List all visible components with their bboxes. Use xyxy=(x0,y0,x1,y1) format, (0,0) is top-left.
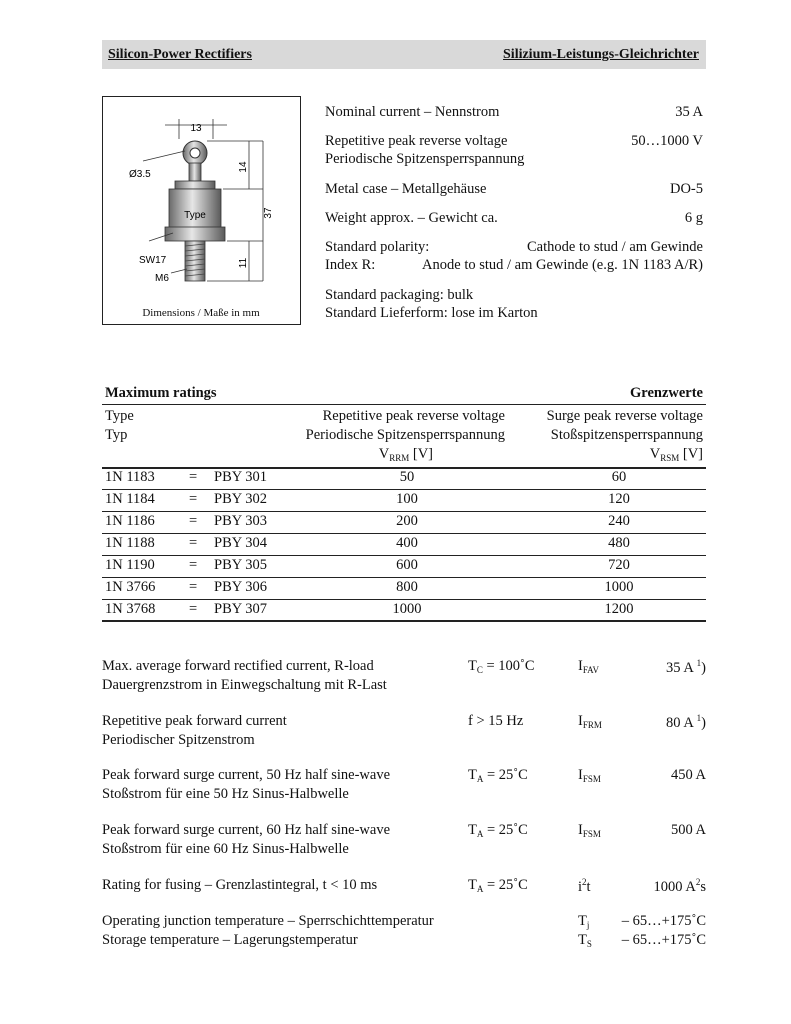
dim-hole-label: Ø3.5 xyxy=(129,169,151,180)
table-cell-vrrm: 100 xyxy=(396,491,418,507)
param-fsm60-condition: $T_A$ = 25˚C xyxy=(468,822,528,839)
param-frm-symbol: $I_{FRM}$ xyxy=(578,713,602,730)
wrench-size-label: SW17 xyxy=(139,255,167,266)
col-vrsm-symbol: $V_{RSM}$ [V] xyxy=(649,446,703,463)
param-fsm60-de: Stoßstrom für eine 60 Hz Sinus-Halbwelle xyxy=(102,841,349,857)
table-row: 1N 1186 xyxy=(105,513,155,529)
table-cell-eq: = xyxy=(189,469,198,485)
param-fsm50-condition: $T_A$ = 25˚C xyxy=(468,767,528,784)
table-cell-eq: = xyxy=(189,601,198,617)
param-fav-de: Dauergrenzstrom in Einwegschaltung mit R-Last xyxy=(102,677,387,693)
param-ts-symbol: $T_S$ xyxy=(578,932,592,949)
table-row: 1N 1190 xyxy=(105,557,155,573)
param-fsm50-en: Peak forward surge current, 50 Hz half sine-wave xyxy=(102,767,391,783)
dim-width-label: 13 xyxy=(190,123,202,134)
polarity-label: Standard polarity: xyxy=(325,239,430,255)
param-fsm60-en: Peak forward surge current, 60 Hz half sine-wave xyxy=(102,822,391,838)
case-label: Metal case – Metallgehäuse xyxy=(325,181,487,197)
package-drawing xyxy=(102,96,301,325)
param-frm-condition: f > 15 Hz xyxy=(468,713,524,729)
param-fav-en: Max. average forward rectified current, R-load xyxy=(102,658,374,674)
table-row: 1N 1183 xyxy=(105,469,155,485)
row-divider xyxy=(102,489,706,490)
index-label: Index R: xyxy=(325,257,376,273)
table-cell-vrsm: 720 xyxy=(608,557,630,573)
table-cell-vrsm: 480 xyxy=(608,535,630,551)
table-cell-alt: PBY 306 xyxy=(214,579,268,595)
param-fav-condition: $T_C$ = 100˚C xyxy=(468,658,535,675)
drawing-caption: Dimensions / Maße in mm xyxy=(142,307,260,319)
packaging-en: Standard packaging: bulk xyxy=(325,287,474,303)
dim-upper-label: 14 xyxy=(238,161,249,173)
packaging-de: Standard Lieferform: lose im Karton xyxy=(325,305,538,321)
param-fusing-label: Rating for fusing – Grenzlastintegral, t < 10 ms xyxy=(102,877,378,893)
voltage-label-en: Repetitive peak reverse voltage xyxy=(325,133,508,149)
param-ts-value: – 65…+175˚C xyxy=(621,932,706,948)
diode-package-illustration xyxy=(103,97,299,323)
nominal-current-label: Nominal current – Nennstrom xyxy=(325,104,500,120)
param-frm-en: Repetitive peak forward current xyxy=(102,713,287,729)
param-fav-symbol: $I_{FAV}$ xyxy=(578,658,600,675)
header-title-en: Silicon-Power Rectifiers xyxy=(108,47,252,62)
col-vrrm-en: Repetitive peak reverse voltage xyxy=(322,408,505,424)
table-cell-alt: PBY 301 xyxy=(214,469,268,485)
table-cell-vrrm: 50 xyxy=(399,469,415,485)
nominal-current-value: 35 A xyxy=(675,104,703,120)
param-fusing-symbol: $i^2t$ xyxy=(578,877,591,895)
table-cell-vrrm: 1000 xyxy=(392,601,422,617)
param-tj-value: – 65…+175˚C xyxy=(621,913,706,929)
table-rule-bottom xyxy=(102,620,706,622)
param-tj-symbol: $T_j$ xyxy=(578,913,590,930)
param-fsm50-de: Stoßstrom für eine 50 Hz Sinus-Halbwelle xyxy=(102,786,349,802)
dim-total-label: 37 xyxy=(263,207,274,219)
table-cell-vrrm: 800 xyxy=(396,579,418,595)
table-cell-eq: = xyxy=(189,491,198,507)
param-frm-value: 80 A $^1$) xyxy=(666,713,706,731)
header-title-de: Silizium-Leistungs-Gleichrichter xyxy=(503,47,699,62)
param-fusing-condition: $T_A$ = 25˚C xyxy=(468,877,528,894)
dim-thread-length-label: 11 xyxy=(238,257,249,269)
voltage-label-de: Periodische Spitzensperrspannung xyxy=(325,151,525,167)
table-cell-eq: = xyxy=(189,535,198,551)
table-cell-alt: PBY 302 xyxy=(214,491,268,507)
table-cell-vrsm: 60 xyxy=(611,469,627,485)
col-vrrm-symbol: $V_{RRM}$ [V] xyxy=(378,446,433,463)
table-cell-eq: = xyxy=(189,579,198,595)
table-cell-alt: PBY 304 xyxy=(214,535,268,551)
row-divider xyxy=(102,511,706,512)
table-row: 1N 3768 xyxy=(105,601,156,617)
param-tj-label: Operating junction temperature – Sperrschichttemperatur xyxy=(102,913,434,929)
weight-label: Weight approx. – Gewicht ca. xyxy=(325,210,498,226)
weight-value: 6 g xyxy=(684,210,703,226)
table-cell-eq: = xyxy=(189,513,198,529)
voltage-value: 50…1000 V xyxy=(631,133,703,149)
table-cell-vrsm: 1000 xyxy=(604,579,634,595)
case-value: DO-5 xyxy=(669,181,703,197)
col-type-de: Typ xyxy=(105,427,128,443)
table-row: 1N 1188 xyxy=(105,535,155,551)
param-fsm60-symbol: $I_{FSM}$ xyxy=(578,822,601,839)
param-fusing-value: 1000 $A^2s$ xyxy=(653,877,706,895)
param-fav-value: 35 A $^1$) xyxy=(666,658,706,676)
col-vrsm-de: Stoßspitzensperrspannung xyxy=(550,427,703,443)
table-cell-vrrm: 400 xyxy=(396,535,418,551)
table-cell-vrrm: 600 xyxy=(396,557,418,573)
thread-label: M6 xyxy=(155,273,169,284)
param-fsm50-value: 450 A xyxy=(670,767,706,783)
table-cell-vrsm: 1200 xyxy=(604,601,634,617)
param-frm-de: Periodischer Spitzenstrom xyxy=(102,732,255,748)
table-row: 1N 1184 xyxy=(105,491,155,507)
param-fsm60-value: 500 A xyxy=(670,822,706,838)
table-cell-alt: PBY 305 xyxy=(214,557,268,573)
col-type-en: Type xyxy=(105,408,134,424)
polarity-value: Cathode to stud / am Gewinde xyxy=(527,239,703,255)
table-cell-vrsm: 240 xyxy=(608,513,630,529)
ratings-title-en: Maximum ratings xyxy=(105,385,217,401)
col-vrsm-en: Surge peak reverse voltage xyxy=(546,408,703,424)
param-ts-label: Storage temperature – Lagerungstemperatur xyxy=(102,932,358,948)
ratings-title-de: Grenzwerte xyxy=(630,385,703,401)
table-cell-vrsm: 120 xyxy=(608,491,630,507)
table-cell-alt: PBY 307 xyxy=(214,601,268,617)
table-cell-eq: = xyxy=(189,557,198,573)
table-cell-vrrm: 200 xyxy=(396,513,418,529)
type-label: Type xyxy=(184,210,206,221)
table-rule-top xyxy=(102,404,706,405)
row-divider xyxy=(102,599,706,600)
param-fsm50-symbol: $I_{FSM}$ xyxy=(578,767,601,784)
col-vrrm-de: Periodische Spitzensperrspannung xyxy=(305,427,505,443)
row-divider xyxy=(102,555,706,556)
row-divider xyxy=(102,533,706,534)
table-row: 1N 3766 xyxy=(105,579,156,595)
table-cell-alt: PBY 303 xyxy=(214,513,268,529)
index-value: Anode to stud / am Gewinde (e.g. 1N 1183 A/R) xyxy=(422,257,703,273)
row-divider xyxy=(102,577,706,578)
